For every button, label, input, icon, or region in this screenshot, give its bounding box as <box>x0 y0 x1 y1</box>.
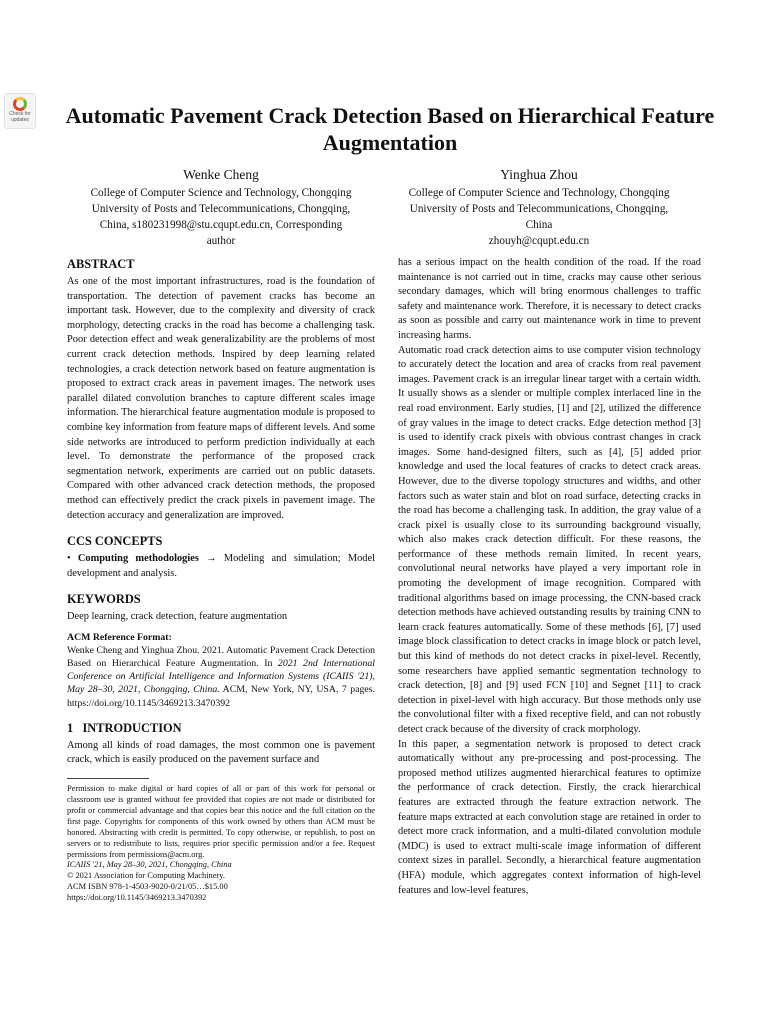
right-column <box>398 256 701 898</box>
introduction-text: Among all kinds of road damages, the most common one is pavement crack, which is easily produced on the pavement surface and <box>67 739 375 766</box>
footnote-divider <box>67 778 149 779</box>
author-affiliation-line: College of Computer Science and Technology, Chongqing <box>90 187 352 199</box>
abstract-heading: ABSTRACT <box>67 257 135 271</box>
ccs-concepts: → Modeling and simulation; Model development and analysis. <box>67 553 375 579</box>
author-name: Yinghua Zhou <box>500 167 578 182</box>
left-column <box>67 256 375 904</box>
abstract-text: As one of the most important infrastructures, road is the foundation of transportation. The detection of pavement cracks has become an important task. However, due to the complexity and diversity of crack morphology, detecting cracks in the road has become a challenging task. Poor detection effect and weak generalizability are the problems of most current crack detection methods. Inspired by deep learning related technologies, a crack detection network based on feature augmentation is proposed to extract crack areas in pavement images. The network uses parallel dilated convolution branches to capture different scales image information. The hierarchical feature augmentation module is proposed to combine key information from feature maps of different levels. And some side networks are introduced to perform prediction individually at each level. To demonstrate the performance of the proposed crack segmentation network, experiments are carried out on public datasets. Compared with other advanced crack detection methods, the proposed method can effectively predict the crack pixels in pavement image. The detection accuracy and generalization are improved. <box>67 276 375 521</box>
author-affiliation-line: University of Posts and Telecommunications, Chongqing, <box>91 203 351 215</box>
author-block-2 <box>385 166 693 249</box>
body-paragraph: has a serious impact on the health condition of the road. If the road maintenance is not carried out in time, cracks may cause other serious secondary damages, which will bring enormous challenges to traffic safety and maintenance work. Therefore, it is necessary to detect cracks as soon as possible and carry out maintenance work in time to prevent increasing harms. <box>398 257 701 341</box>
author-affiliation-line: University of Posts and Telecommunications, Chongqing, <box>409 203 669 215</box>
check-for-updates-icon <box>13 97 27 111</box>
ccs-text: • Computing methodologies → Modeling and simulation; Model development and analysis. <box>67 553 375 579</box>
keywords-text: Deep learning, crack detection, feature augmentation <box>67 611 288 623</box>
conference-line: ICAIIS '21, May 28–30, 2021, Chongqing, China <box>67 860 232 870</box>
author-affiliation-line: author <box>206 235 236 247</box>
reference-text: Wenke Cheng and Yinghua Zhou. 2021. Automatic Pavement Crack Detection Based on Hierarchical Feature Augmentation. In 2021 2nd International Conference on Artificial Intelligence and Information Systems (ICAIIS '21), May 28–30, 2021, Chongqing, China. ACM, New York, NY, USA, 7 pages. https://doi.org/10.1145/3469213.3470392 <box>67 644 376 709</box>
keywords-heading: KEYWORDS <box>67 592 141 607</box>
reference-heading: ACM Reference Format: <box>67 631 172 643</box>
author-affiliation-line: China, s180231998@stu.cqupt.edu.cn, Corresponding <box>99 219 343 231</box>
body-paragraph: Automatic road crack detection aims to use computer vision technology to accurately detect the location and area of cracks from real pavement images. Pavement crack is an irregular linear target with a certain width. It usually shows as a slender or multiple complex interlaced line in the real road environment. Early studies, [1] and [2], utilized the difference of gray values in the image to detect cracks. Edge detection method [3] is used to identify crack pixels with obvious contrast changes in crack images. Some hand-designed filters, such as [4], [5] added prior knowledge and used the local features of cracks to detect crack areas. However, due to the diverse topology structures and widths, and other factors such as water stain and blot on road surface, detecting cracks in the road has become a challenging task. In addition, the gray value of a crack pixel is usually close to its surrounding background visually, which also makes crack detection difficult. For these reasons, the performance of these methods remain limited. In recent years, convolutional neural networks have played a very important role in promoting the development of image recognition. Compared with traditional algorithms based on image processing, the CNN-based crack detection methods have achieved outstanding results by training CNN to learn crack features automatically. Some of these methods [6], [7] used image block classification to detect cracks in image block or patch level, but this kind of methods do not detect cracks in pixel-level. Recently, some researchers have applied semantic segmentation technology to crack detection, [8] and [9] used FCN [10] and Segnet [11] to crack detection in pixel-level with high accuracy. But those methods only use the convolutional filter with a fixed receptive field, and can not robustly detect crack because of the diversity of crack morphology. <box>398 344 701 735</box>
author-block-1 <box>67 166 375 249</box>
paper-title: Automatic Pavement Crack Detection Based on Hierarchical Feature Augmentation <box>65 103 715 155</box>
check-for-updates-badge[interactable] <box>4 93 36 129</box>
isbn-line: ACM ISBN 978-1-4503-9020-0/21/05…$15.00 <box>67 882 228 892</box>
copyright-line: © 2021 Association for Computing Machinery. <box>67 871 225 881</box>
ccs-heading: CCS CONCEPTS <box>67 534 163 549</box>
permission-notice: Permission to make digital or hard copies of all or part of this work for personal or classroom use is granted without fee provided that copies are not made or distributed for profit or commercial advantage and that copies bear this notice and the full citation on the first page. Copyrights for components of this work owned by others than ACM must be honored. Abstracting with credit is permitted. To copy otherwise, or republish, to post on servers or to redistribute to lists, requires prior specific permission and/or a fee. Request permissions from permissions@acm.org. <box>67 784 375 859</box>
ccs-category: Computing methodologies <box>77 553 199 565</box>
author-affiliation-line: China <box>525 219 553 231</box>
introduction-heading: 1 INTRODUCTION <box>67 720 182 735</box>
doi-link[interactable]: https://doi.org/10.1145/3469213.3470392 <box>67 893 207 903</box>
author-name: Wenke Cheng <box>183 167 259 182</box>
body-paragraph: In this paper, a segmentation network is proposed to detect crack automatically without any pre-processing and post-processing. The proposed method utilizes augmented hierarchical features to optimize the performance of crack detection. Firstly, the crack hierarchical features are extracted through the feature extraction network. The feature maps extracted at each convolution stage are retained in order to detect more crack information, and a multi-dilated convolution module (MDC) is used to extract multi-scale image information of different context sizes in parallel. Secondly, a hierarchical feature augmentation (HFA) module, which aggregates context information of high-level features and low-level features, <box>398 738 701 896</box>
author-affiliation-line: College of Computer Science and Technology, Chongqing <box>408 187 670 199</box>
badge-label: Check for updates <box>9 111 31 123</box>
author-email: zhouyh@cqupt.edu.cn <box>488 235 590 247</box>
reference-venue: 2021 2nd International Conference on Artificial Intelligence and Information Systems (ICAIIS '21), May 28–30, 2021, Chongqing, China. <box>67 658 376 696</box>
